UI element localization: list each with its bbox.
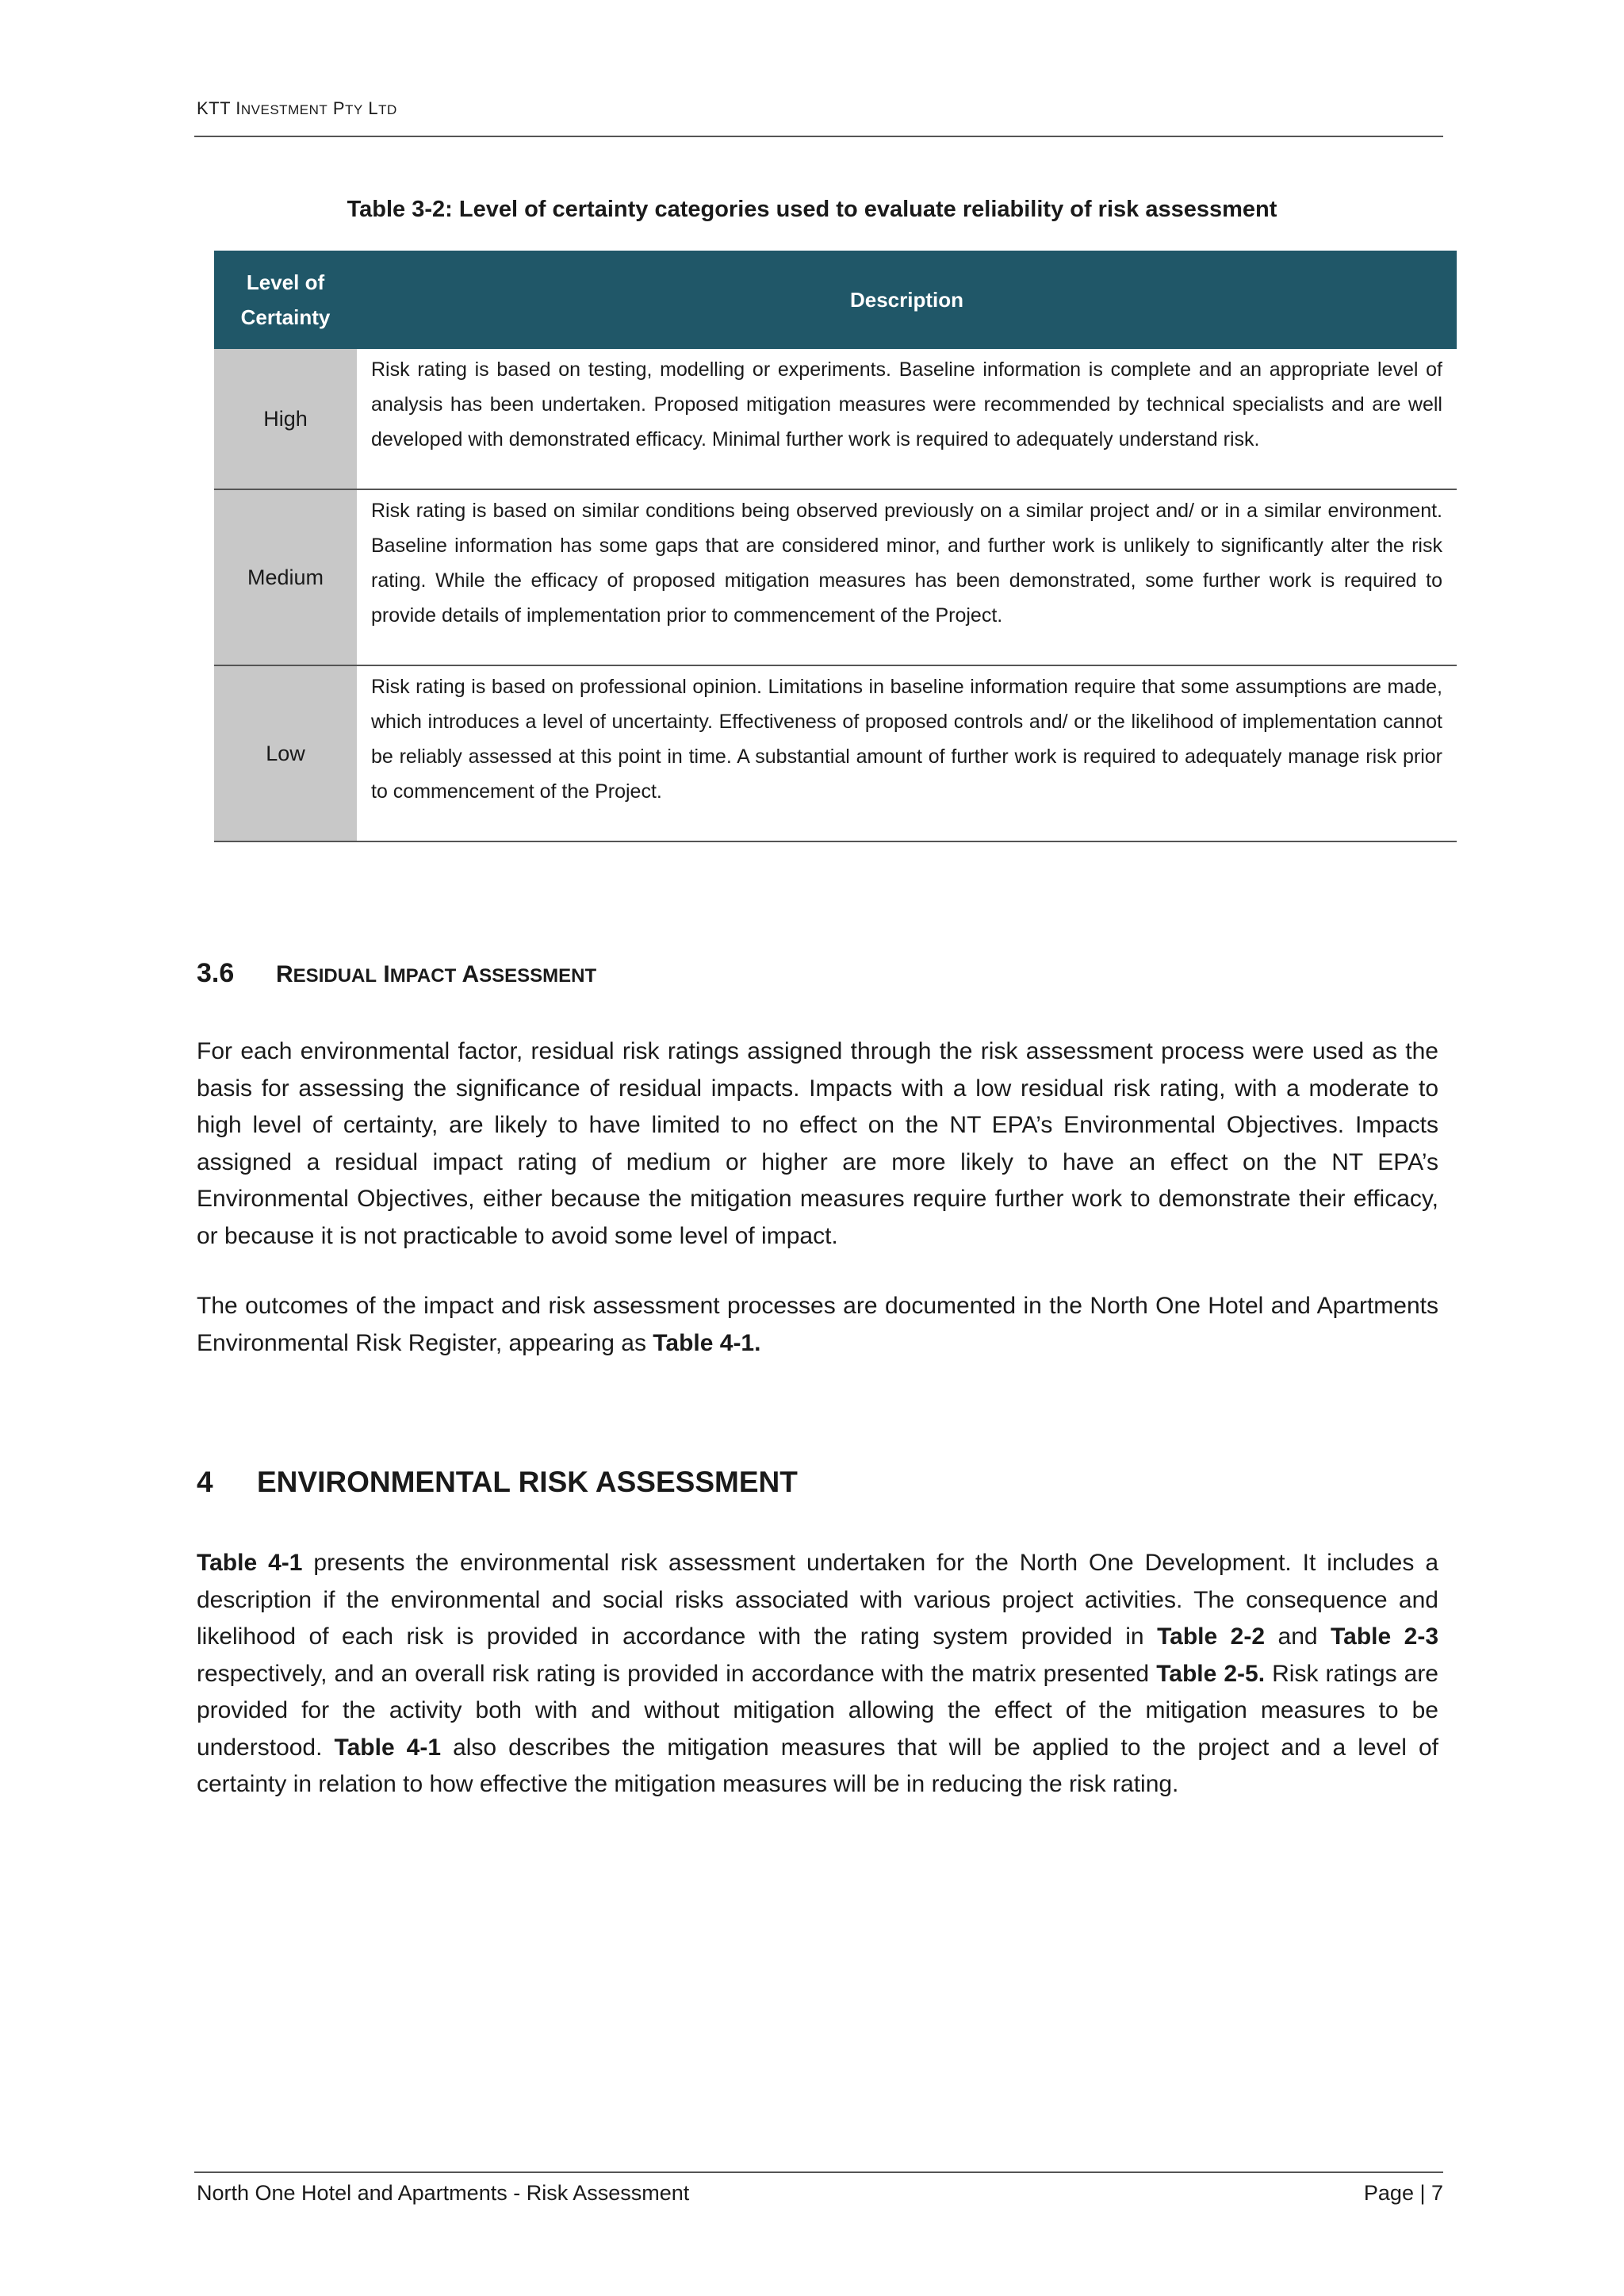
level-cell: Low [214,665,357,841]
section-number: 4 [197,1466,213,1498]
paragraph-text: Risk ratings are provided for the activity both with and without mitigation allowing the effect of the mitigation measures to be understood. [197,1660,1438,1761]
company-name-part: TY [345,102,363,117]
table-reference: Table 4-1 [197,1550,303,1576]
paragraph [197,1288,1438,1362]
section-title-part: ESIDUAL [293,965,377,987]
section-title [276,958,596,988]
company-name-part: L [362,98,379,118]
paragraph: For each environmental factor, residual risk ratings assigned through the risk assessment process were used as the basis for assessing the significance of residual impacts. Impacts with a low residual risk rating, with a moderate to high level of certainty, are likely to have limited to no effect on the NT EPA’s Environmental Objectives. Impacts assigned a residual impact rating of medium or higher are more likely to have an effect on the NT EPA’s Environmental Objectives, either because the mitigation measures require further work to demonstrate their efficacy, or because it is not practicable to avoid some level of impact. [197,1038,1438,1249]
column-header-level [214,251,357,349]
certainty-table [214,251,1457,842]
company-name-part: P [327,98,346,118]
table-reference: Table 4-1 [334,1734,442,1761]
paragraph [197,1545,1438,1803]
section-number: 3.6 [197,958,235,988]
footer-page-number: Page | 7 [1363,2181,1443,2205]
page-header [197,98,397,119]
section-title-part: SSESSMENT [479,965,597,987]
footer-document-title: North One Hotel and Apartments - Risk Assessment [197,2181,690,2205]
header-divider [194,136,1443,137]
column-header-level-line1: Level of [246,270,325,294]
paragraph-text: also describes the mitigation measures that will be applied to the project and a level of certainty in relation to how effective the mitigation measures will be in reducing the risk rating. [197,1734,1438,1797]
table-row [214,489,1457,665]
table-row [214,665,1457,841]
level-cell: Medium [214,489,357,665]
footer-divider [194,2171,1443,2173]
paragraph-text: respectively, and an overall risk rating is provided in accordance with the matrix presented [197,1660,1157,1687]
section-title-part: MPACT [389,965,457,987]
section-heading-3-6 [197,958,596,989]
section-heading-4 [197,1466,798,1499]
table-reference: Table 2-5. [1156,1660,1266,1687]
column-header-description: Description [357,251,1457,349]
section-title-part: A [456,961,480,987]
company-name-part: KTT I [197,98,241,118]
section-title: ENVIRONMENTAL RISK ASSESSMENT [257,1466,798,1498]
paragraph-text: The outcomes of the impact and risk assessment processes are documented in the North One Hotel and Apartments Environmental Risk Register, appearing as [197,1293,1438,1356]
column-header-level-line2: Certainty [240,305,331,329]
section-title-part: I [377,961,390,987]
table-caption: Table 3-2: Level of certainty categories used to evaluate reliability of risk assessment [347,197,1277,222]
paragraph-text: presents the environmental risk assessment undertaken for the North One Development. It includes a description if the environmental and social risks associated with various project activities. The consequence and likelihood of each risk is provided in accordance with the rating system provided in [197,1550,1438,1650]
level-cell: High [214,349,357,489]
table-row [214,349,1457,489]
table-reference: Table 4-1. [653,1329,761,1356]
company-name-part: TD [378,102,397,117]
section-title-part: R [276,961,293,987]
table-reference: Table 2-2 [1157,1623,1266,1650]
description-cell: Risk rating is based on testing, modelling or experiments. Baseline information is complete and an appropriate level of analysis has been undertaken. Proposed mitigation measures were recommended by technical specialists and are well developed with demonstrated efficacy. Minimal further work is required to adequately understand risk. [357,349,1457,489]
description-cell: Risk rating is based on professional opinion. Limitations in baseline information require that some assumptions are made, which introduces a level of uncertainty. Effectiveness of proposed controls and/ or the likelihood of implementation cannot be reliably assessed at this point in time. A substantial amount of further work is required to adequately manage risk prior to commencement of the Project. [357,665,1457,841]
table-reference: Table 2-3 [1331,1623,1439,1650]
company-name-part: NVESTMENT [240,102,328,117]
description-cell: Risk rating is based on similar conditions being observed previously on a similar project and/ or in a similar environment. Baseline information has some gaps that are considered minor, and further work is unlikely to significantly alter the risk rating. While the efficacy of proposed mitigation measures has been demonstrated, some further work is required to provide details of implementation prior to commencement of the Project. [357,489,1457,665]
paragraph-text: and [1265,1623,1331,1650]
table-header-row [214,251,1457,349]
